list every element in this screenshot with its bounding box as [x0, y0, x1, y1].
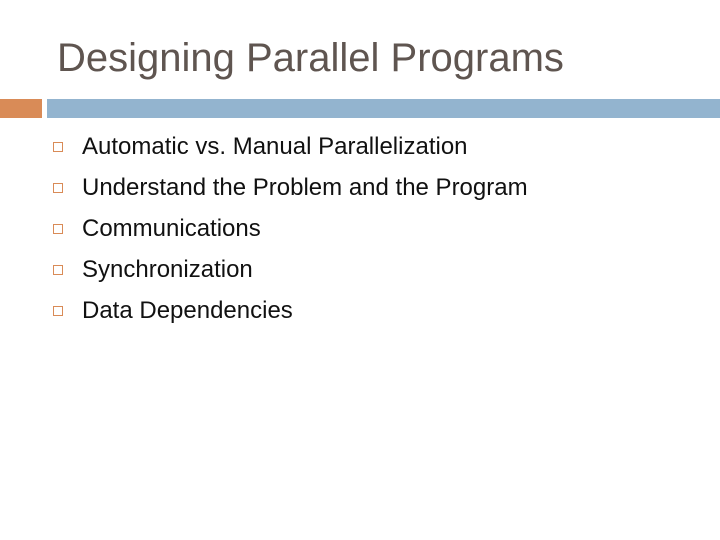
bullet-list [0, 127, 700, 332]
hollow-square-bullet-icon [53, 265, 63, 275]
bullet-item [0, 291, 700, 332]
bullet-text: Automatic vs. Manual Parallelization [82, 133, 468, 160]
slide-title: Designing Parallel Programs [57, 36, 564, 80]
hollow-square-bullet-icon [53, 183, 63, 193]
hollow-square-bullet-icon [53, 306, 63, 316]
bullet-text: Communications [82, 215, 261, 242]
title-accent-bar-blue [47, 99, 720, 118]
bullet-text: Data Dependencies [82, 297, 293, 324]
hollow-square-bullet-icon [53, 224, 63, 234]
bullet-item [0, 250, 700, 291]
bullet-text: Understand the Problem and the Program [82, 174, 528, 201]
bullet-item [0, 127, 700, 168]
title-accent-bar-orange [0, 99, 42, 118]
hollow-square-bullet-icon [53, 142, 63, 152]
bullet-item [0, 168, 700, 209]
bullet-text: Synchronization [82, 256, 253, 283]
bullet-item [0, 209, 700, 250]
